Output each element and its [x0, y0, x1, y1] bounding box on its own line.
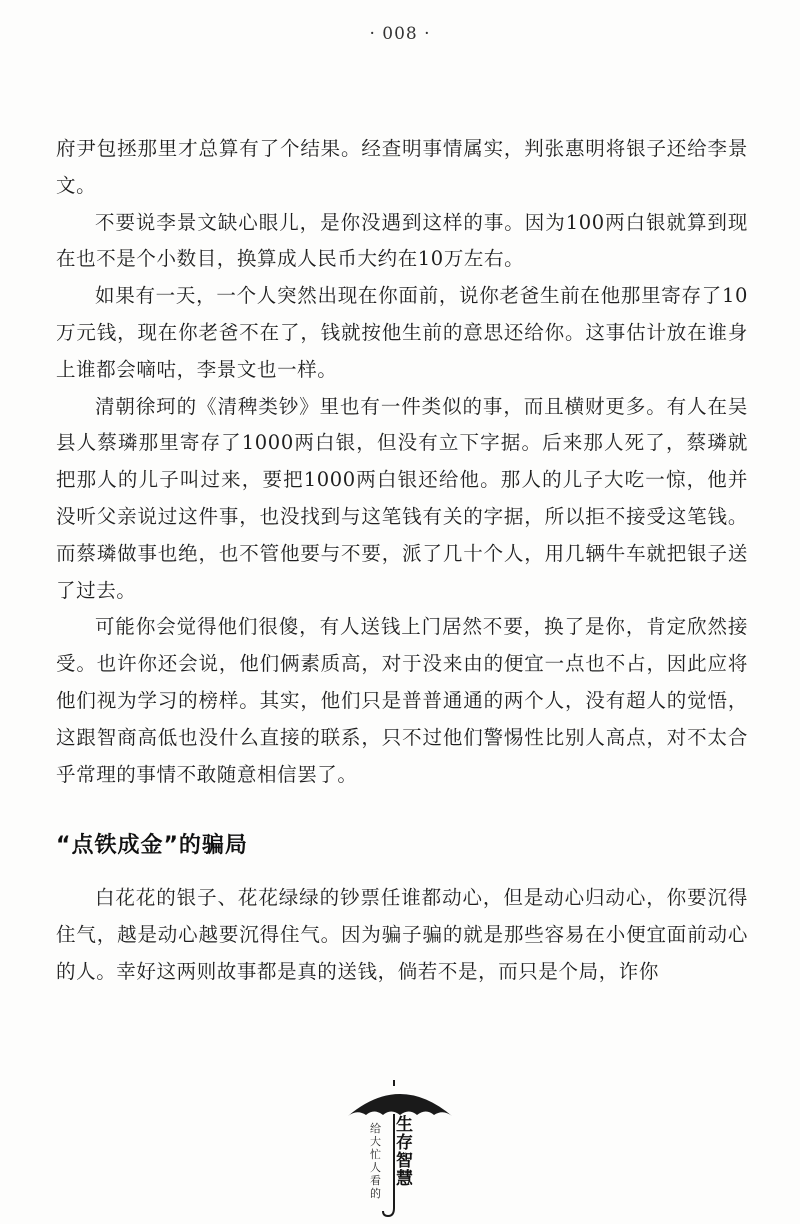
body-text — [56, 131, 748, 793]
paragraph: 白花花的银子、花花绿绿的钞票任谁都动心，但是动心归动心，你要沉得住气，越是动心越要沉得住气。因为骗子骗的就是那些容易在小便宜面前动心的人。幸好这两则故事都是真的送钱，倘若不是，而只是个局，诈你 — [56, 886, 748, 983]
paragraph: 不要说李景文缺心眼儿，是你没遇到这样的事。因为100两白银就算到现在也不是个小数目，换算成人民币大约在10万左右。 — [56, 210, 748, 271]
section-title: “点铁成金”的骗局 — [56, 833, 248, 858]
logo-subtitle: 给大忙人看的 — [370, 1122, 381, 1200]
logo-title: 生存智慧 — [396, 1115, 413, 1189]
page-number: · 008 · — [369, 24, 431, 44]
paragraph: 可能你会觉得他们很傻，有人送钱上门居然不要，换了是你，肯定欣然接受。也许你还会说，他们俩素质高，对于没来由的便宜一点也不占，因此应将他们视为学习的榜样。其实，他们只是普普通通的两个人，没有超人的觉悟，这跟智商高低也没什么直接的联系，只不过他们警惕性比别人高点，对不太合乎常理的事情不敢随意相信罢了。 — [56, 615, 748, 786]
paragraph: 清朝徐珂的《清稗类钞》里也有一件类似的事，而且横财更多。有人在吴县人蔡璘那里寄存了1000两白银，但没有立下字据。后来那人死了，蔡璘就把那人的儿子叫过来，要把1000两白银还给他。那人的儿子大吃一惊，他并没听父亲说过这件事，也没找到与这笔钱有关的字据，所以拒不接受这笔钱。而蔡璘做事也绝，也不管他要与不要，派了几十个人，用几辆牛车就把银子送了过去。 — [56, 394, 748, 602]
paragraph: 如果有一天，一个人突然出现在你面前，说你老爸生前在他那里寄存了10万元钱，现在你老爸不在了，钱就按他生前的意思还给你。这事估计放在谁身上谁都会嘀咕，李景文也一样。 — [56, 284, 748, 381]
section-text — [56, 880, 748, 990]
paragraph: 府尹包拯那里才总算有了个结果。经查明事情属实，判张惠明将银子还给李景文。 — [56, 137, 748, 197]
footer-logo — [340, 1080, 460, 1220]
